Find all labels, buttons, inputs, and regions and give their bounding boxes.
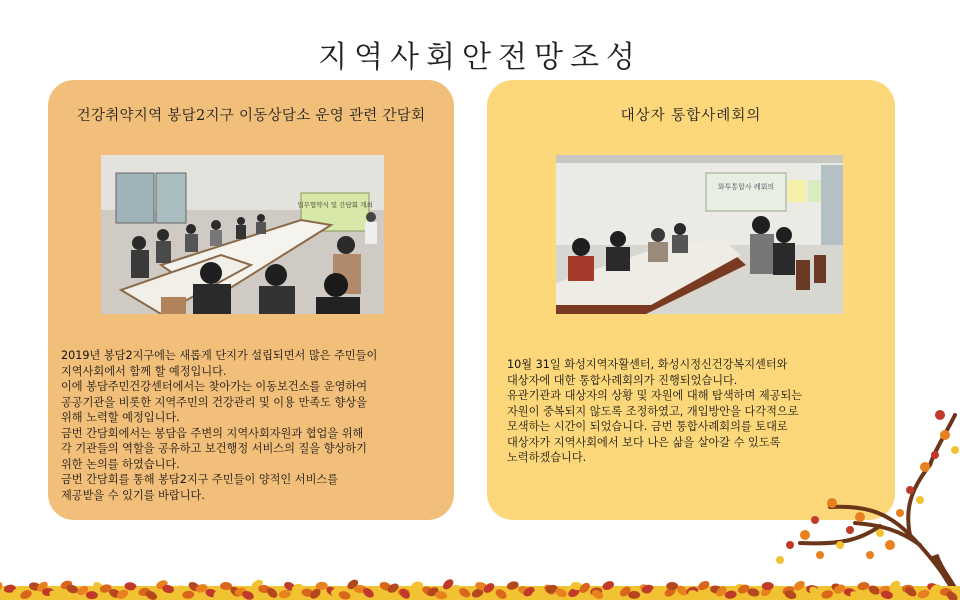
card-paragraph: 이에 봉담주민건강센터에서는 찾아가는 이동보건소를 운영하여 공공기관을 비롯한 지역주민의 건강관리 및 이용 만족도 향상을 위해 노력할 예정입니다. — [61, 380, 368, 424]
autumn-leaf-border — [0, 578, 960, 600]
card-title: 대상자 통합사례회의 — [620, 108, 762, 124]
card-paragraph: 2019년 봉담2지구에는 새롭게 단지가 설립되면서 많은 주민들이 지역사회에서 함께 할 예정입니다. — [61, 349, 378, 378]
card-paragraph: 금번 간담회를 통해 봉담2지구 주민들이 양적인 서비스를 제공받을 수 있기를 바랍니다. — [61, 473, 339, 502]
autumn-tree-decoration — [760, 395, 960, 600]
meeting-photo — [556, 155, 843, 314]
meeting-room-photo — [101, 155, 384, 314]
meeting-photo — [101, 155, 384, 314]
photo-banner-text: 화투통합사 례회의 — [717, 183, 775, 191]
page-title: 지역사회안전망조성 — [318, 40, 642, 75]
card-paragraph: 10월 31일 화성지역자활센터, 화성시정신건강복지센터와 대상자에 대한 통합사례회의가 진행되었습니다. — [507, 358, 788, 387]
card-title: 건강취약지역 봉담2지구 이동상담소 운영 관련 간담회 — [76, 108, 426, 124]
card-paragraph: 금번 간담회에서는 봉담읍 주변의 지역사회자원과 협업을 위해 각 기관들의 역할을 공유하고 보건행정 서비스의 질을 향상하기 위한 논의를 하였습니다. — [61, 426, 367, 471]
card-body — [61, 348, 449, 503]
photo-banner-text: 업무협약식 및 간담회 개최 — [297, 201, 373, 209]
card-paragraph: 유관기관과 대상자의 상황 및 자원에 대해 탐색하며 제공되는 자원이 중복되지 않도록 조정하였고, 개입방안을 다각적으로 모색하는 시간이 되었습니다. 금번 통합사례회의를 토대로 대상자가 지역사회에서 보다 나은 삶을 살아갈 수 있도록 노력하겠습니다. — [507, 389, 803, 464]
meeting-card-left — [48, 80, 454, 520]
case-meeting-photo — [556, 155, 843, 314]
